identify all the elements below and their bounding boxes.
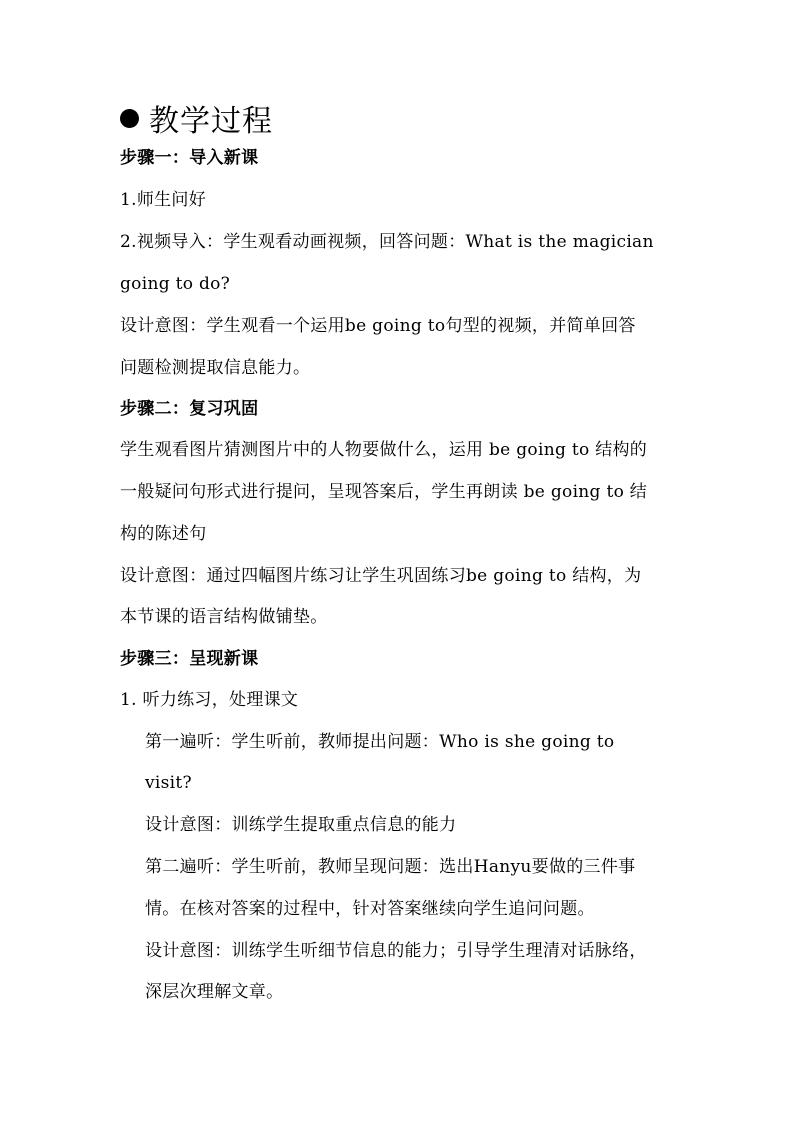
section-title-text: 教学过程 [149,104,273,139]
step3-listen1-line1: 第一遍听：学生听前，教师提出问题：Who is she going to [145,732,615,752]
section-title [120,96,273,140]
step3-listen2-line2: 情。在核对答案的过程中，针对答案继续向学生追问问题。 [145,899,595,919]
step2-design-line2: 本节课的语言结构做铺垫。 [120,607,328,627]
bullet-icon [120,109,139,128]
step3-design1: 设计意图：训练学生提取重点信息的能力 [145,815,457,835]
step3-design2-line2: 深层次理解文章。 [145,982,284,1002]
step1-item2-line1: 2.视频导入：学生观看动画视频，回答问题：What is the magician [120,232,654,252]
step3-listen2-line1: 第二遍听：学生听前，教师呈现问题：选出Hanyu要做的三件事 [145,857,636,877]
step2-design-line1: 设计意图：通过四幅图片练习让学生巩固练习be going to 结构，为 [120,566,642,586]
step1-item2-line2: going to do? [120,274,231,294]
step3-heading: 步骤三：呈现新课 [120,649,259,669]
step1-heading: 步骤一：导入新课 [120,148,259,168]
step3-item1: 1. 听力练习，处理课文 [120,690,299,710]
step3-listen1-line2: visit? [145,773,192,793]
step2-para-line2: 一般疑问句形式进行提问，呈现答案后，学生再朗读 be going to 结 [120,482,648,502]
step2-heading: 步骤二：复习巩固 [120,399,259,419]
step2-para-line1: 学生观看图片猜测图片中的人物要做什么，运用 be going to 结构的 [120,440,648,460]
step2-para-line3: 构的陈述句 [120,524,207,544]
step1-design-line1: 设计意图：学生观看一个运用be going to句型的视频，并简单回答 [120,316,636,336]
step1-item1: 1.师生问好 [120,190,207,210]
step3-design2-line1: 设计意图：训练学生听细节信息的能力；引导学生理清对话脉络， [145,941,647,961]
step1-design-line2: 问题检测提取信息能力。 [120,358,311,378]
